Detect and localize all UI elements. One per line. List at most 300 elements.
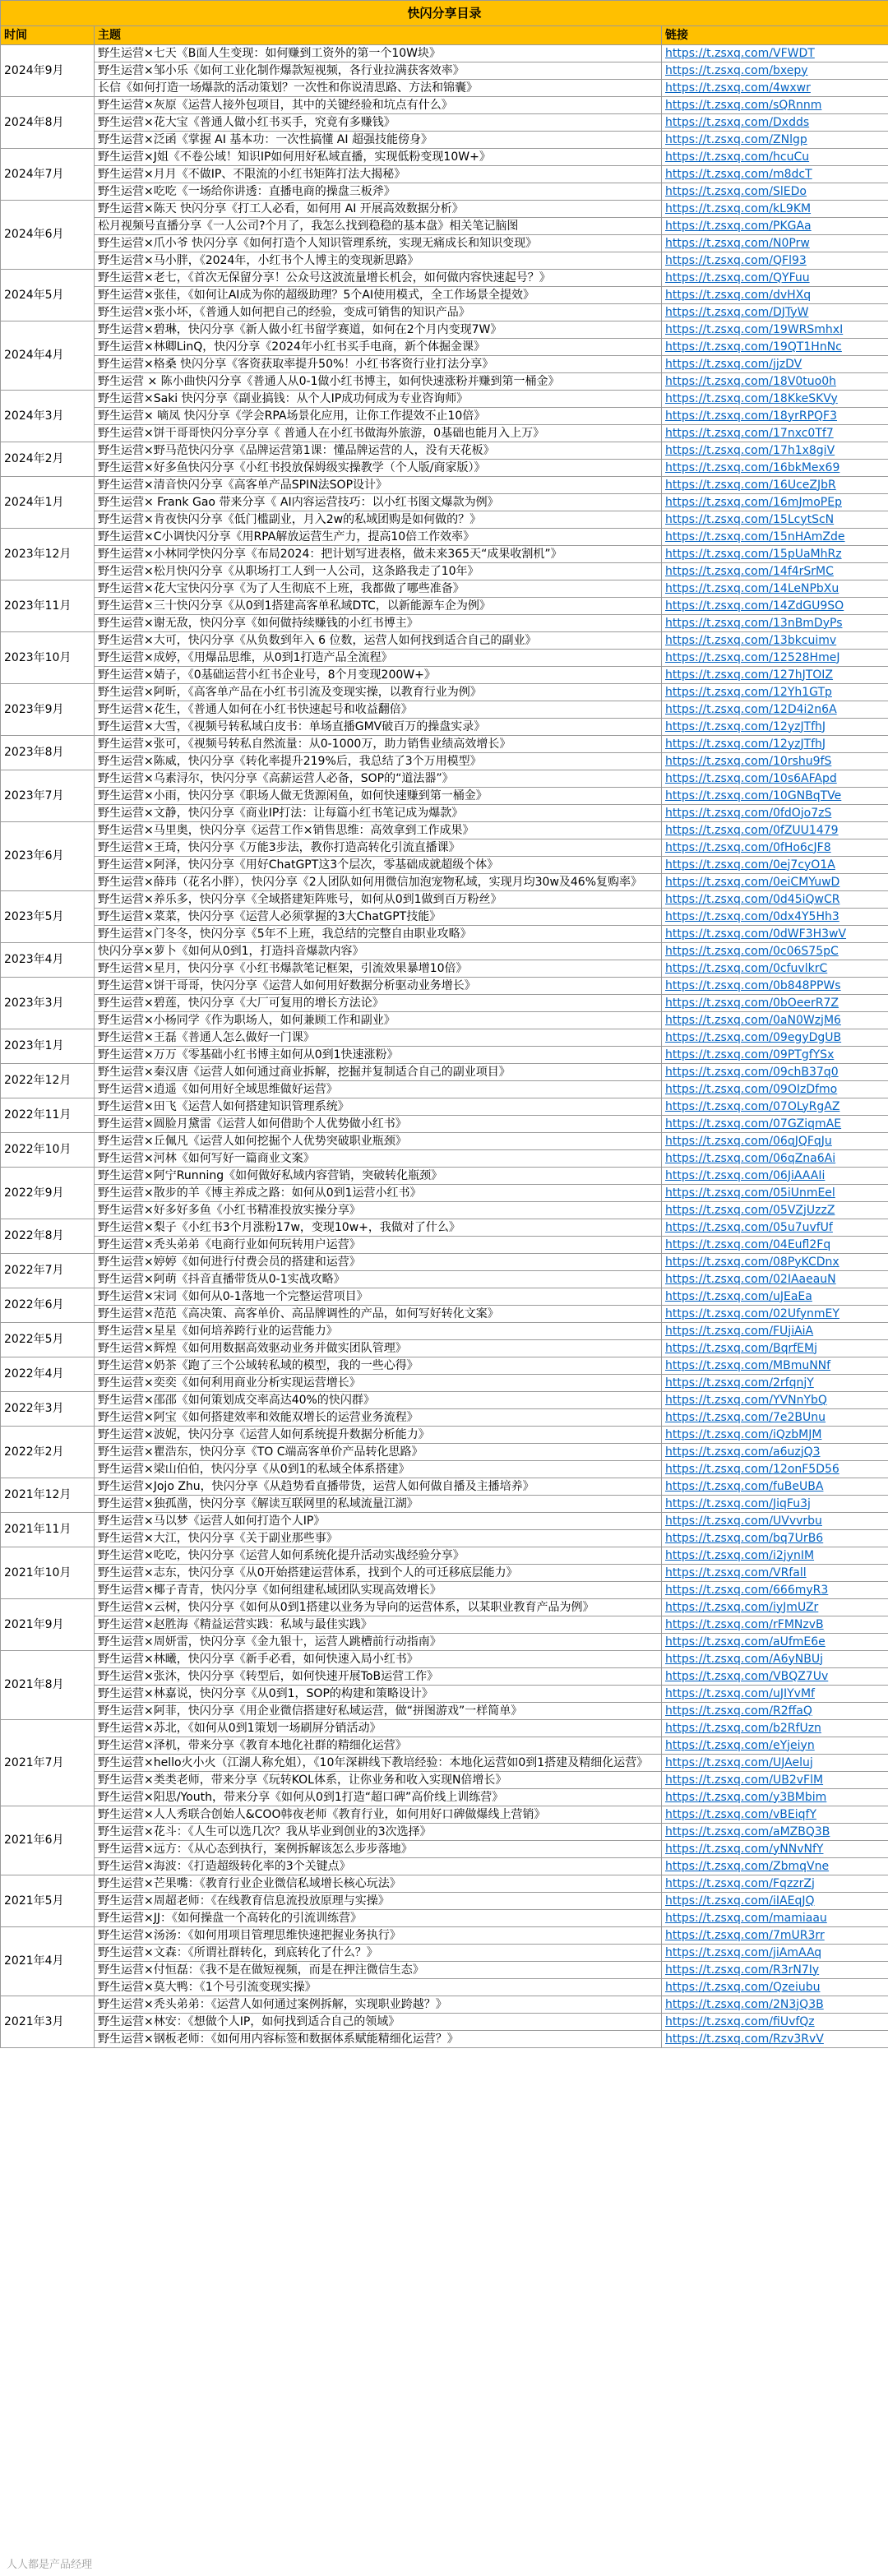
- topic-cell: 野生运营×碧琳，快闪分享《新人做小红书留学赛道，如何在2个月内变现7W》: [95, 321, 662, 339]
- link-cell[interactable]: https://t.zsxq.com/sQRnnm: [662, 97, 888, 114]
- topic-cell: 野生运营×饼干哥哥，快闪分享《运营人如何用好数据分析驱动业务增长》: [95, 978, 662, 995]
- topic-cell: 野生运营×菜菜，快闪分享《运营人必须掌握的3大ChatGPT技能》: [95, 909, 662, 926]
- table-row: [1, 598, 888, 615]
- link-cell[interactable]: https://t.zsxq.com/UVvvrbu: [662, 1513, 888, 1530]
- link-cell[interactable]: https://t.zsxq.com/15nHAmZde: [662, 529, 888, 546]
- link-cell[interactable]: https://t.zsxq.com/VBQZ7Uv: [662, 1668, 888, 1686]
- topic-cell: 野生运营×谢无敌，快闪分享《如何做持续赚钱的小红书博主》: [95, 615, 662, 632]
- table-row: [1, 839, 888, 857]
- time-cell: 2024年5月: [1, 270, 95, 321]
- link-cell[interactable]: https://t.zsxq.com/DJTyW: [662, 304, 888, 321]
- link-cell[interactable]: https://t.zsxq.com/kL9KM: [662, 201, 888, 218]
- time-cell: 2024年3月: [1, 391, 95, 442]
- link-cell[interactable]: https://t.zsxq.com/N0Prw: [662, 235, 888, 252]
- topic-cell: 野生运营×马以梦《运营人如何打造个人IP》: [95, 1513, 662, 1530]
- topic-cell: 野生运营×人人秀联合创始人&COO韩夜老师《教育行业，如何用好口碑做爆线上营销》: [95, 1806, 662, 1824]
- topic-cell: 野生运营×成婷，《用爆品思维，从0到1打造产品全流程》: [95, 650, 662, 667]
- link-cell[interactable]: https://t.zsxq.com/0fZUU1479: [662, 822, 888, 839]
- link-cell[interactable]: https://t.zsxq.com/y3BMbim: [662, 1789, 888, 1806]
- table-row: [1, 1668, 888, 1686]
- link-cell[interactable]: https://t.zsxq.com/FUjiAiA: [662, 1323, 888, 1340]
- topic-cell: 野生运营×圆脸月黛雷《运营人如何借助个人优势做小红书》: [95, 1116, 662, 1133]
- topic-cell: 野生运营×肯夜快闪分享《低门槛副业，月入2w的私域团购是如何做的？》: [95, 511, 662, 529]
- table-row: [1, 1858, 888, 1875]
- topic-cell: 野生运营×婷婷《如何进行付费会员的搭建和运营》: [95, 1254, 662, 1271]
- link-cell[interactable]: https://t.zsxq.com/uJIYvMf: [662, 1686, 888, 1703]
- table-row: [1, 1945, 888, 1962]
- topic-cell: 野生运营×大雪，《视频号转私域白皮书：单场直播GMV破百万的操盘实录》: [95, 719, 662, 736]
- topic-cell: 野生运营×陈威，快闪分享《转化率提升219%后，我总结了3个万用模型》: [95, 753, 662, 770]
- table-row: [1, 857, 888, 874]
- link-cell[interactable]: https://t.zsxq.com/R2ffaQ: [662, 1703, 888, 1720]
- link-cell[interactable]: https://t.zsxq.com/14LeNPbXu: [662, 580, 888, 598]
- table-row: [1, 1375, 888, 1392]
- topic-cell: 野生运营×好多好多鱼《小红书精准投放实操分享》: [95, 1202, 662, 1219]
- link-cell[interactable]: https://t.zsxq.com/12yzJTfhJ: [662, 736, 888, 753]
- time-cell: 2022年6月: [1, 1288, 95, 1323]
- table-row: [1, 1427, 888, 1444]
- table-row: [1, 926, 888, 943]
- topic-cell: 野生运营×张可，《视频号转私自然流量：从0-1000万，助力销售业绩高效增长》: [95, 736, 662, 753]
- link-cell[interactable]: https://t.zsxq.com/09chB37q0: [662, 1064, 888, 1081]
- link-cell[interactable]: https://t.zsxq.com/fuBeUBA: [662, 1478, 888, 1496]
- time-cell: 2022年11月: [1, 1098, 95, 1133]
- link-cell[interactable]: https://t.zsxq.com/YVNnYbQ: [662, 1392, 888, 1409]
- link-cell[interactable]: https://t.zsxq.com/UB2vFlM: [662, 1772, 888, 1789]
- link-cell[interactable]: https://t.zsxq.com/16mJmoPEp: [662, 494, 888, 511]
- link-cell[interactable]: https://t.zsxq.com/UJAeluj: [662, 1755, 888, 1772]
- title-row: [1, 1, 888, 26]
- link-cell[interactable]: https://t.zsxq.com/10s6AFApd: [662, 770, 888, 788]
- link-cell[interactable]: https://t.zsxq.com/0ej7cyO1A: [662, 857, 888, 874]
- topic-cell: 野生运营×小杨同学《作为职场人，如何兼顾工作和副业》: [95, 1012, 662, 1029]
- link-cell[interactable]: https://t.zsxq.com/jiAmAAq: [662, 1945, 888, 1962]
- time-cell: 2022年5月: [1, 1323, 95, 1357]
- topic-cell: 野生运营×汤汤：《如何用项目管理思维快速把握业务执行》: [95, 1927, 662, 1945]
- link-cell[interactable]: https://t.zsxq.com/b2RfUzn: [662, 1720, 888, 1737]
- topic-cell: 野生运营×阿萌《抖音直播带货从0-1实战攻略》: [95, 1271, 662, 1288]
- topic-cell: 野生运营×养乐多，快闪分享《全域搭建矩阵账号，如何从0到1做到百万粉丝》: [95, 891, 662, 909]
- table-row: [1, 1996, 888, 2014]
- topic-cell: 野生运营×类类老师，带来分享《玩转KOL体系，让你业务和收入实现N倍增长》: [95, 1772, 662, 1789]
- table-row: [1, 667, 888, 684]
- topic-cell: 野生运营×JJ：《如何操盘一个高转化的引流训练营》: [95, 1910, 662, 1927]
- topic-cell: 野生运营×薛玮（花名小胖），快闪分享《2人团队如何用微信加泡宠物私域，实现月均30w及46%复购率》: [95, 874, 662, 891]
- time-cell: 2022年2月: [1, 1427, 95, 1478]
- time-cell: 2024年6月: [1, 201, 95, 270]
- topic-cell: 野生运营×范范《高决策、高客单价、高品牌调性的产品，如何写好转化文案》: [95, 1306, 662, 1323]
- table-row: [1, 978, 888, 995]
- link-cell[interactable]: https://t.zsxq.com/bxepy: [662, 62, 888, 80]
- table-row: [1, 719, 888, 736]
- table-row: [1, 1116, 888, 1133]
- topic-cell: 野生运营×田飞《运营人如何搭建知识管理系统》: [95, 1098, 662, 1116]
- table-row: [1, 1565, 888, 1582]
- topic-cell: 野生运营×芒果嘴：《教育行业企业微信私域增长核心玩法》: [95, 1875, 662, 1893]
- link-cell[interactable]: https://t.zsxq.com/09PTgfYSx: [662, 1047, 888, 1064]
- topic-cell: 野生运营×小林同学快闪分享《布局2024：把计划写进表格，做未来365天“成果收割机”》: [95, 546, 662, 563]
- topic-cell: 野生运营×Jojo Zhu，快闪分享《从趋势看直播带货，运营人如何做自播及主播培养》: [95, 1478, 662, 1496]
- time-cell: 2023年5月: [1, 891, 95, 943]
- link-cell[interactable]: https://t.zsxq.com/12528HmeJ: [662, 650, 888, 667]
- table-row: [1, 149, 888, 166]
- table-row: [1, 1271, 888, 1288]
- table-row: [1, 45, 888, 62]
- topic-cell: 野生运营×老七，《首次无保留分享！公众号这波流量增长机会，如何做内容快速起号？》: [95, 270, 662, 287]
- header-time: 时间: [1, 26, 95, 45]
- table-row: [1, 1306, 888, 1323]
- topic-cell: 野生运营×花大宝《普通人做小红书买手，究竟有多赚钱》: [95, 114, 662, 132]
- time-cell: 2024年4月: [1, 321, 95, 391]
- table-row: [1, 1340, 888, 1357]
- table-row: [1, 891, 888, 909]
- link-cell[interactable]: https://t.zsxq.com/rFMNzvB: [662, 1616, 888, 1634]
- link-cell[interactable]: https://t.zsxq.com/hcuCu: [662, 149, 888, 166]
- table-row: [1, 321, 888, 339]
- link-cell[interactable]: https://t.zsxq.com/iyJmUZr: [662, 1599, 888, 1616]
- table-row: [1, 373, 888, 391]
- link-cell[interactable]: https://t.zsxq.com/SlEDo: [662, 183, 888, 201]
- link-cell[interactable]: https://t.zsxq.com/0fdOjo7zS: [662, 805, 888, 822]
- link-cell[interactable]: https://t.zsxq.com/eYjeiyn: [662, 1737, 888, 1755]
- topic-cell: 野生运营×花生，《普通人如何在小红书快速起号和收益翻倍》: [95, 701, 662, 719]
- link-cell[interactable]: https://t.zsxq.com/10GNBqTVe: [662, 788, 888, 805]
- table-row: [1, 1461, 888, 1478]
- link-cell[interactable]: https://t.zsxq.com/QYFuu: [662, 270, 888, 287]
- table-row: [1, 62, 888, 80]
- link-cell[interactable]: https://t.zsxq.com/13bkcuimv: [662, 632, 888, 650]
- table-row: [1, 1254, 888, 1271]
- link-cell[interactable]: https://t.zsxq.com/12Yh1GTp: [662, 684, 888, 701]
- topic-cell: 野生运营×清音快闪分享《高客单产品SPIN法SOP设计》: [95, 477, 662, 494]
- table-row: [1, 580, 888, 598]
- table-row: [1, 1651, 888, 1668]
- time-cell: 2023年4月: [1, 943, 95, 978]
- table-row: [1, 753, 888, 770]
- topic-cell: 野生运营×辉煌《如何用数据高效驱动业务并做实团队管理》: [95, 1340, 662, 1357]
- table-row: [1, 1599, 888, 1616]
- link-cell[interactable]: https://t.zsxq.com/jjzDV: [662, 356, 888, 373]
- link-cell[interactable]: https://t.zsxq.com/12yzJTfhJ: [662, 719, 888, 736]
- table-row: [1, 563, 888, 580]
- link-cell[interactable]: https://t.zsxq.com/QFl93: [662, 252, 888, 270]
- topic-cell: 野生运营×阳思/Youth，带来分享《如何从0到1打造“超口碑”高价线上训练营》: [95, 1789, 662, 1806]
- table-row: [1, 235, 888, 252]
- topic-cell: 野生运营×张小坏，《普通人如何把自己的经验，变成可销售的知识产品》: [95, 304, 662, 321]
- time-cell: 2022年4月: [1, 1357, 95, 1392]
- link-cell[interactable]: https://t.zsxq.com/12D4i2n6A: [662, 701, 888, 719]
- table-row: [1, 684, 888, 701]
- link-cell[interactable]: https://t.zsxq.com/4wxwr: [662, 80, 888, 97]
- time-cell: 2024年2月: [1, 442, 95, 477]
- link-cell[interactable]: https://t.zsxq.com/12onF5D56: [662, 1461, 888, 1478]
- link-cell[interactable]: https://t.zsxq.com/7mUR3rr: [662, 1927, 888, 1945]
- page-title: 快闪分享目录: [1, 1, 888, 26]
- topic-cell: 野生运营× Frank Gao 带来分享《 AI内容运营技巧：以小红书图文爆款为例》: [95, 494, 662, 511]
- link-cell[interactable]: https://t.zsxq.com/127hJTOIZ: [662, 667, 888, 684]
- table-row: [1, 1496, 888, 1513]
- link-cell[interactable]: https://t.zsxq.com/19QT1HnNc: [662, 339, 888, 356]
- link-cell[interactable]: https://t.zsxq.com/ZbmqVne: [662, 1858, 888, 1875]
- link-cell[interactable]: https://t.zsxq.com/04Eufl2Fq: [662, 1237, 888, 1254]
- table-row: [1, 201, 888, 218]
- table-row: [1, 1012, 888, 1029]
- link-cell[interactable]: https://t.zsxq.com/Qzeiubu: [662, 1979, 888, 1996]
- link-cell[interactable]: https://t.zsxq.com/yNNvNfY: [662, 1841, 888, 1858]
- table-row: [1, 287, 888, 304]
- table-row: [1, 701, 888, 719]
- topic-cell: 野生运营×花斗：《人生可以选几次？我从毕业到创业的3次选择》: [95, 1824, 662, 1841]
- table-row: [1, 1185, 888, 1202]
- topic-cell: 野生运营×格桑 快闪分享《客资获取率提升50%！小红书客资行业打法分享》: [95, 356, 662, 373]
- link-cell[interactable]: https://t.zsxq.com/666myR3: [662, 1582, 888, 1599]
- topic-cell: 野生运营×林安：《想做个人IP，如何找到适合自己的领域》: [95, 2014, 662, 2031]
- link-cell[interactable]: https://t.zsxq.com/ZNlgp: [662, 132, 888, 149]
- topic-cell: 野生运营×周超老师：《在线教育信息流投放原理与实操》: [95, 1893, 662, 1910]
- topic-cell: 野生运营×月月《不做IP、不限流的小红书矩阵打法大揭秘》: [95, 166, 662, 183]
- topic-cell: 野生运营×阿菲，快闪分享《用企业微信搭建好私域运营，做“拼图游戏”一样简单》: [95, 1703, 662, 1720]
- link-cell[interactable]: https://t.zsxq.com/16UceZJbR: [662, 477, 888, 494]
- time-cell: 2024年1月: [1, 477, 95, 529]
- topic-cell: 野生运营×王磊《普通人怎么做好一门课》: [95, 1029, 662, 1047]
- link-cell[interactable]: https://t.zsxq.com/iQzbMJM: [662, 1427, 888, 1444]
- table-row: [1, 252, 888, 270]
- table-row: [1, 1064, 888, 1081]
- table-row: [1, 511, 888, 529]
- table-row: [1, 1478, 888, 1496]
- table-row: [1, 304, 888, 321]
- link-cell[interactable]: https://t.zsxq.com/10rshu9fS: [662, 753, 888, 770]
- time-cell: 2022年10月: [1, 1133, 95, 1168]
- topic-cell: 野生运营×逍遥《如何用好全域思维做好运营》: [95, 1081, 662, 1098]
- link-cell[interactable]: https://t.zsxq.com/VRfall: [662, 1565, 888, 1582]
- table-row: [1, 1634, 888, 1651]
- link-cell[interactable]: https://t.zsxq.com/0fHo6cJF8: [662, 839, 888, 857]
- time-cell: 2021年12月: [1, 1478, 95, 1513]
- link-cell[interactable]: https://t.zsxq.com/uJEaEa: [662, 1288, 888, 1306]
- topic-cell: 野生运营×秃头弟弟《电商行业如何玩转用户运营》: [95, 1237, 662, 1254]
- table-row: [1, 1133, 888, 1150]
- topic-cell: 野生运营×星月，快闪分享《小红书爆款笔记框架，引流效果暴增10倍》: [95, 960, 662, 978]
- time-cell: 2023年8月: [1, 736, 95, 770]
- topic-cell: 野生运营× 嘀凤 快闪分享《学会RPA场景化应用，让你工作提效不止10倍》: [95, 408, 662, 425]
- topic-cell: 野生运营×赵胜海《精益运营实践：私域与最佳实践》: [95, 1616, 662, 1634]
- topic-cell: 野生运营×阿泽，快闪分享《用好ChatGPT这3个层次，零基础成就超级个体》: [95, 857, 662, 874]
- topic-cell: 野生运营×马里奥，快闪分享《运营工作×销售思维：高效拿到工作成果》: [95, 822, 662, 839]
- topic-cell: 野生运营×海波：《打造超级转化率的3个关键点》: [95, 1858, 662, 1875]
- link-cell[interactable]: https://t.zsxq.com/0eiCMYuwD: [662, 874, 888, 891]
- link-cell[interactable]: https://t.zsxq.com/vBEiqfY: [662, 1806, 888, 1824]
- link-cell[interactable]: https://t.zsxq.com/0aN0WzjM6: [662, 1012, 888, 1029]
- table-row: [1, 1582, 888, 1599]
- link-cell[interactable]: https://t.zsxq.com/fiUvfQz: [662, 2014, 888, 2031]
- watermark: 人人都是产品经理: [7, 2559, 93, 2571]
- topic-cell: 快闪分享×萝卜《如何从0到1，打造抖音爆款内容》: [95, 943, 662, 960]
- link-cell[interactable]: https://t.zsxq.com/07OLyRgAZ: [662, 1098, 888, 1116]
- link-cell[interactable]: https://t.zsxq.com/14ZdGU9SO: [662, 598, 888, 615]
- table-row: [1, 1772, 888, 1789]
- time-cell: 2021年3月: [1, 1996, 95, 2048]
- link-cell[interactable]: https://t.zsxq.com/05VZjUzzZ: [662, 1202, 888, 1219]
- topic-cell: 野生运营×小雨，快闪分享《职场人做无货源闲鱼，如何快速赚到第一桶金》: [95, 788, 662, 805]
- table-row: [1, 477, 888, 494]
- time-cell: 2023年3月: [1, 978, 95, 1029]
- topic-cell: 野生运营×椰子青青，快闪分享《如何组建私域团队实现高效增长》: [95, 1582, 662, 1599]
- topic-cell: 野生运营×泛函《掌握 AI 基本功：一次性搞懂 AI 超强技能傍身》: [95, 132, 662, 149]
- table-row: [1, 2014, 888, 2031]
- link-cell[interactable]: https://t.zsxq.com/2rfqnjY: [662, 1375, 888, 1392]
- time-cell: 2021年4月: [1, 1927, 95, 1996]
- link-cell[interactable]: https://t.zsxq.com/19WRSmhxI: [662, 321, 888, 339]
- table-row: [1, 874, 888, 891]
- topic-cell: 野生运营×莫大鸭：《1个号引流变现实操》: [95, 1979, 662, 1996]
- link-cell[interactable]: https://t.zsxq.com/08PyKCDnx: [662, 1254, 888, 1271]
- topic-cell: 野生运营×宋词《如何从0-1落地一个完整运营项目》: [95, 1288, 662, 1306]
- link-cell[interactable]: https://t.zsxq.com/09OIzDfmo: [662, 1081, 888, 1098]
- topic-cell: 野生运营×周妍雷，快闪分享《金九银十，运营人跳槽前行动指南》: [95, 1634, 662, 1651]
- link-cell[interactable]: https://t.zsxq.com/02UfynmEY: [662, 1306, 888, 1323]
- topic-cell: 野生运营×波妮，快闪分享《运营人如何系统提升数据分析能力》: [95, 1427, 662, 1444]
- topic-cell: 野生运营×门冬冬，快闪分享《5年不上班，我总结的完整自由职业攻略》: [95, 926, 662, 943]
- table-row: [1, 1893, 888, 1910]
- time-cell: 2022年12月: [1, 1064, 95, 1098]
- time-cell: 2024年7月: [1, 149, 95, 201]
- link-cell[interactable]: https://t.zsxq.com/0c06S75pC: [662, 943, 888, 960]
- link-cell[interactable]: https://t.zsxq.com/a6uzjQ3: [662, 1444, 888, 1461]
- link-cell[interactable]: https://t.zsxq.com/bq7UrB6: [662, 1530, 888, 1547]
- link-cell[interactable]: https://t.zsxq.com/m8dcT: [662, 166, 888, 183]
- topic-cell: 野生运营×好多鱼快闪分享《小红书投放保姆级实操教学（个人版/商家版）》: [95, 460, 662, 477]
- link-cell[interactable]: https://t.zsxq.com/02IAaeauN: [662, 1271, 888, 1288]
- link-cell[interactable]: https://t.zsxq.com/mamiaau: [662, 1910, 888, 1927]
- link-cell[interactable]: https://t.zsxq.com/0bOeerR7Z: [662, 995, 888, 1012]
- table-row: [1, 183, 888, 201]
- link-cell[interactable]: https://t.zsxq.com/15pUaMhRz: [662, 546, 888, 563]
- link-cell[interactable]: https://t.zsxq.com/07GZiqmAE: [662, 1116, 888, 1133]
- topic-cell: 野生运营×远方：《从心态到执行，案例拆解该怎么步步落地》: [95, 1841, 662, 1858]
- time-cell: 2023年1月: [1, 1029, 95, 1064]
- topic-cell: 野生运营×梁山伯伯，快闪分享《从0到1的私域全体系搭建》: [95, 1461, 662, 1478]
- link-cell[interactable]: https://t.zsxq.com/MBmuNNf: [662, 1357, 888, 1375]
- link-cell[interactable]: https://t.zsxq.com/2N3jQ3B: [662, 1996, 888, 2014]
- link-cell[interactable]: https://t.zsxq.com/0dWF3H3wV: [662, 926, 888, 943]
- link-cell[interactable]: https://t.zsxq.com/18yrRPQF3: [662, 408, 888, 425]
- table-row: [1, 1150, 888, 1168]
- link-cell[interactable]: https://t.zsxq.com/17h1x8giV: [662, 442, 888, 460]
- time-cell: 2024年9月: [1, 45, 95, 97]
- link-cell[interactable]: https://t.zsxq.com/0b848PPWs: [662, 978, 888, 995]
- table-row: [1, 425, 888, 442]
- table-row: [1, 1616, 888, 1634]
- time-cell: 2021年10月: [1, 1547, 95, 1599]
- topic-cell: 野生运营×文静，快闪分享《商业IP打法：让每篇小红书笔记成为爆款》: [95, 805, 662, 822]
- link-cell[interactable]: https://t.zsxq.com/VFWDT: [662, 45, 888, 62]
- topic-cell: 野生运营×花大宝快闪分享《为了人生彻底不上班，我都做了哪些准备》: [95, 580, 662, 598]
- topic-cell: 野生运营×文森：《所谓社群转化，到底转化了什么？》: [95, 1945, 662, 1962]
- topic-cell: 野生运营×饼干哥哥快闪分享分享《 普通人在小红书做海外旅游，0基础也能月入上万》: [95, 425, 662, 442]
- topic-cell: 野生运营×苏北，《如何从0到1策划一场刷屏分销活动》: [95, 1720, 662, 1737]
- link-cell[interactable]: https://t.zsxq.com/18KkeSKVy: [662, 391, 888, 408]
- topic-cell: 野生运营×独孤凿，快闪分享《解读互联网里的私域流量江湖》: [95, 1496, 662, 1513]
- table-row: [1, 943, 888, 960]
- table-row: [1, 218, 888, 235]
- table-row: [1, 1737, 888, 1755]
- topic-cell: 野生运营×秦汉唐《运营人如何通过商业拆解，挖掘并复制适合自己的副业项目》: [95, 1064, 662, 1081]
- link-cell[interactable]: https://t.zsxq.com/i2jynIM: [662, 1547, 888, 1565]
- table-row: [1, 1806, 888, 1824]
- link-cell[interactable]: https://t.zsxq.com/FqzzrZj: [662, 1875, 888, 1893]
- table-row: [1, 132, 888, 149]
- topic-cell: 松月视频号直播分享《一人公司?个月了，我怎么找到稳稳的基本盘》相关笔记脑图: [95, 218, 662, 235]
- header-link: 链接: [662, 26, 888, 45]
- topic-cell: 野生运营×秃头弟弟：《运营人如何通过案例拆解，实现职业跨越？》: [95, 1996, 662, 2014]
- link-cell[interactable]: https://t.zsxq.com/Dxdds: [662, 114, 888, 132]
- link-cell[interactable]: https://t.zsxq.com/0d45iQwCR: [662, 891, 888, 909]
- link-cell[interactable]: https://t.zsxq.com/Rzv3RvV: [662, 2031, 888, 2048]
- time-cell: 2023年7月: [1, 770, 95, 822]
- topic-cell: 野生运营×马小胖，《2024年，小红书个人博主的变现新思路》: [95, 252, 662, 270]
- link-cell[interactable]: https://t.zsxq.com/06qJQFqJu: [662, 1133, 888, 1150]
- table-row: [1, 1392, 888, 1409]
- topic-cell: 野生运营×婧子，《0基础运营小红书企业号，8个月变现200W+》: [95, 667, 662, 684]
- link-cell[interactable]: https://t.zsxq.com/05iUnmEel: [662, 1185, 888, 1202]
- link-cell[interactable]: https://t.zsxq.com/aUfmE6e: [662, 1634, 888, 1651]
- link-cell[interactable]: https://t.zsxq.com/dvHXq: [662, 287, 888, 304]
- link-cell[interactable]: https://t.zsxq.com/13nBmDyPs: [662, 615, 888, 632]
- link-cell[interactable]: https://t.zsxq.com/16bkMex69: [662, 460, 888, 477]
- table-row: [1, 1841, 888, 1858]
- topic-cell: 野生运营×三十快闪分享《从0到1搭建高客单私域DTC，以新能源车企为例》: [95, 598, 662, 615]
- topic-cell: 野生运营×付恒磊：《我不是在做短视频，而是在押注微信生态》: [95, 1962, 662, 1979]
- link-cell[interactable]: https://t.zsxq.com/0dx4Y5Hh3: [662, 909, 888, 926]
- table-row: [1, 460, 888, 477]
- link-cell[interactable]: https://t.zsxq.com/06JiAAAIi: [662, 1168, 888, 1185]
- link-cell[interactable]: https://t.zsxq.com/A6yNBUj: [662, 1651, 888, 1668]
- topic-cell: 野生运营×大江，快闪分享《关于副业那些事》: [95, 1530, 662, 1547]
- link-cell[interactable]: https://t.zsxq.com/7e2BUnu: [662, 1409, 888, 1427]
- table-row: [1, 270, 888, 287]
- link-cell[interactable]: https://t.zsxq.com/R3rN7Iy: [662, 1962, 888, 1979]
- link-cell[interactable]: https://t.zsxq.com/aMZBQ3B: [662, 1824, 888, 1841]
- topic-cell: 野生运营×大可，快闪分享《从负数到年入 6 位数，运营人如何找到适合自己的副业》: [95, 632, 662, 650]
- table-row: [1, 529, 888, 546]
- link-cell[interactable]: https://t.zsxq.com/05u7uvfUf: [662, 1219, 888, 1237]
- table-row: [1, 1910, 888, 1927]
- link-cell[interactable]: https://t.zsxq.com/14f4rSrMC: [662, 563, 888, 580]
- time-cell: 2021年7月: [1, 1720, 95, 1806]
- table-row: [1, 615, 888, 632]
- link-cell[interactable]: https://t.zsxq.com/09egyDgUB: [662, 1029, 888, 1047]
- header-row: [1, 26, 888, 45]
- link-cell[interactable]: https://t.zsxq.com/PKGAa: [662, 218, 888, 235]
- link-cell[interactable]: https://t.zsxq.com/BqrfEMj: [662, 1340, 888, 1357]
- topic-cell: 野生运营×张佳，《如何让AI成为你的超级助理？5个AI使用模式，全工作场景全提效》: [95, 287, 662, 304]
- link-cell[interactable]: https://t.zsxq.com/17nxc0Tf7: [662, 425, 888, 442]
- table-row: [1, 650, 888, 667]
- time-cell: 2023年9月: [1, 684, 95, 736]
- time-cell: 2021年9月: [1, 1599, 95, 1651]
- table-row: [1, 1081, 888, 1098]
- link-cell[interactable]: https://t.zsxq.com/iIAEqJQ: [662, 1893, 888, 1910]
- table-row: [1, 114, 888, 132]
- link-cell[interactable]: https://t.zsxq.com/18V0tuo0h: [662, 373, 888, 391]
- topic-cell: 野生运营×林卿LinQ，快闪分享《2024年小红书买手电商，新个体掘金课》: [95, 339, 662, 356]
- link-cell[interactable]: https://t.zsxq.com/06qZna6Ai: [662, 1150, 888, 1168]
- link-cell[interactable]: https://t.zsxq.com/JiqFu3j: [662, 1496, 888, 1513]
- topic-cell: 野生运营×灰原《运营人接外包项目，其中的关键经验和坑点有什么》: [95, 97, 662, 114]
- link-cell[interactable]: https://t.zsxq.com/0cfuvlkrC: [662, 960, 888, 978]
- link-cell[interactable]: https://t.zsxq.com/15LcytScN: [662, 511, 888, 529]
